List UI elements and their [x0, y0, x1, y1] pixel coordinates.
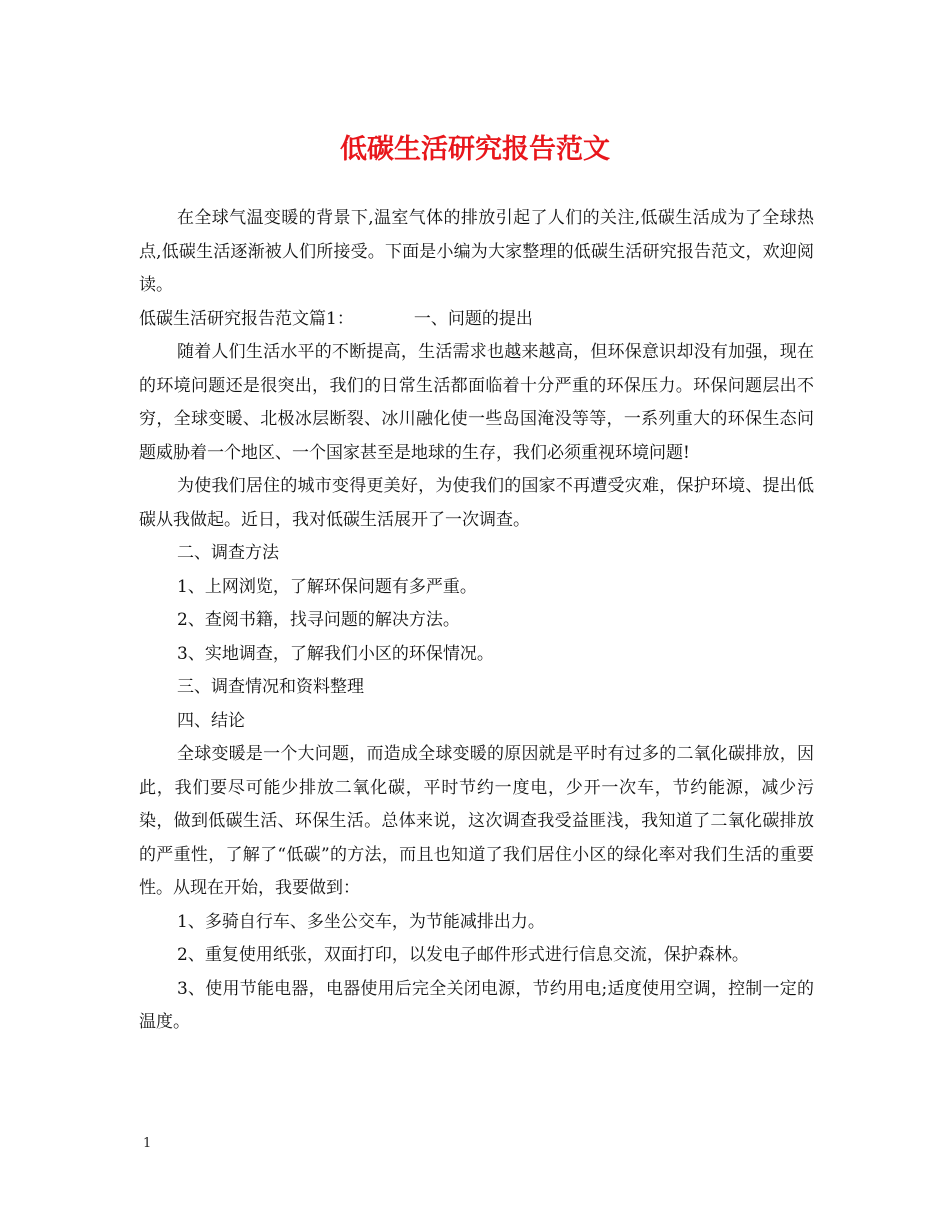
section-heading: 二、调查方法	[177, 543, 279, 563]
article-label: 低碳生活研究报告范文篇1：	[139, 308, 354, 329]
section-heading: 一、问题的提出	[413, 308, 533, 329]
document-body	[139, 202, 814, 1040]
body-paragraph: 为使我们居住的城市变得更美好，为使我们的国家不再遭受灾难，保护环境、提出低碳从我做起。近日，我对低碳生活展开了一次调查。	[139, 476, 814, 530]
document-title: 低碳生活研究报告范文	[340, 134, 610, 165]
list-item: 2、查阅书籍，找寻问题的解决方法。	[177, 610, 460, 630]
list-item: 1、上网浏览，了解环保问题有多严重。	[177, 576, 477, 597]
list-item: 1、多骑自行车、多坐公交车，为节能减排出力。	[177, 911, 545, 932]
section-heading: 四、结论	[177, 710, 245, 731]
article-heading-line	[139, 303, 814, 337]
list-item: 3、实地调查，了解我们小区的环保情况。	[177, 643, 494, 664]
body-paragraph: 全球变暖是一个大问题，而造成全球变暖的原因就是平时有过多的二氧化碳排放，因此，我们要尽可能少排放二氧化碳，平时节约一度电，少开一次车，节约能源，减少污染，做到低碳生活、环保生活。总体来说，这次调查我受益匪浅，我知道了二氧化碳排放的严重性，了解了“低碳”的方法，而且也知道了我们居住小区的绿化率对我们生活的重要性。从现在开始，我要做到：	[139, 744, 814, 898]
list-item: 2、重复使用纸张，双面打印，以发电子邮件形式进行信息交流，保护森林。	[177, 945, 749, 965]
section-heading: 三、调查情况和资料整理	[177, 677, 364, 697]
intro-paragraph: 在全球气温变暖的背景下,温室气体的排放引起了人们的关注,低碳生活成为了全球热点,低碳生活逐渐被人们所接受。下面是小编为大家整理的低碳生活研究报告范文，欢迎阅读。	[139, 208, 814, 295]
body-paragraph: 随着人们生活水平的不断提高，生活需求也越来越高，但环保意识却没有加强，现在的环境问题还是很突出，我们的日常生活都面临着十分严重的环保压力。环保问题层出不穷，全球变暖、北极冰层断裂、冰川融化使一些岛国淹没等等，一系列重大的环保生态问题威胁着一个地区、一个国家甚至是地球的生存，我们必须重视环境问题!	[139, 342, 814, 463]
page-number: 1	[143, 1136, 152, 1151]
list-item: 3、使用节能电器，电器使用后完全关闭电源，节约用电;适度使用空调，控制一定的温度。	[139, 978, 814, 1032]
